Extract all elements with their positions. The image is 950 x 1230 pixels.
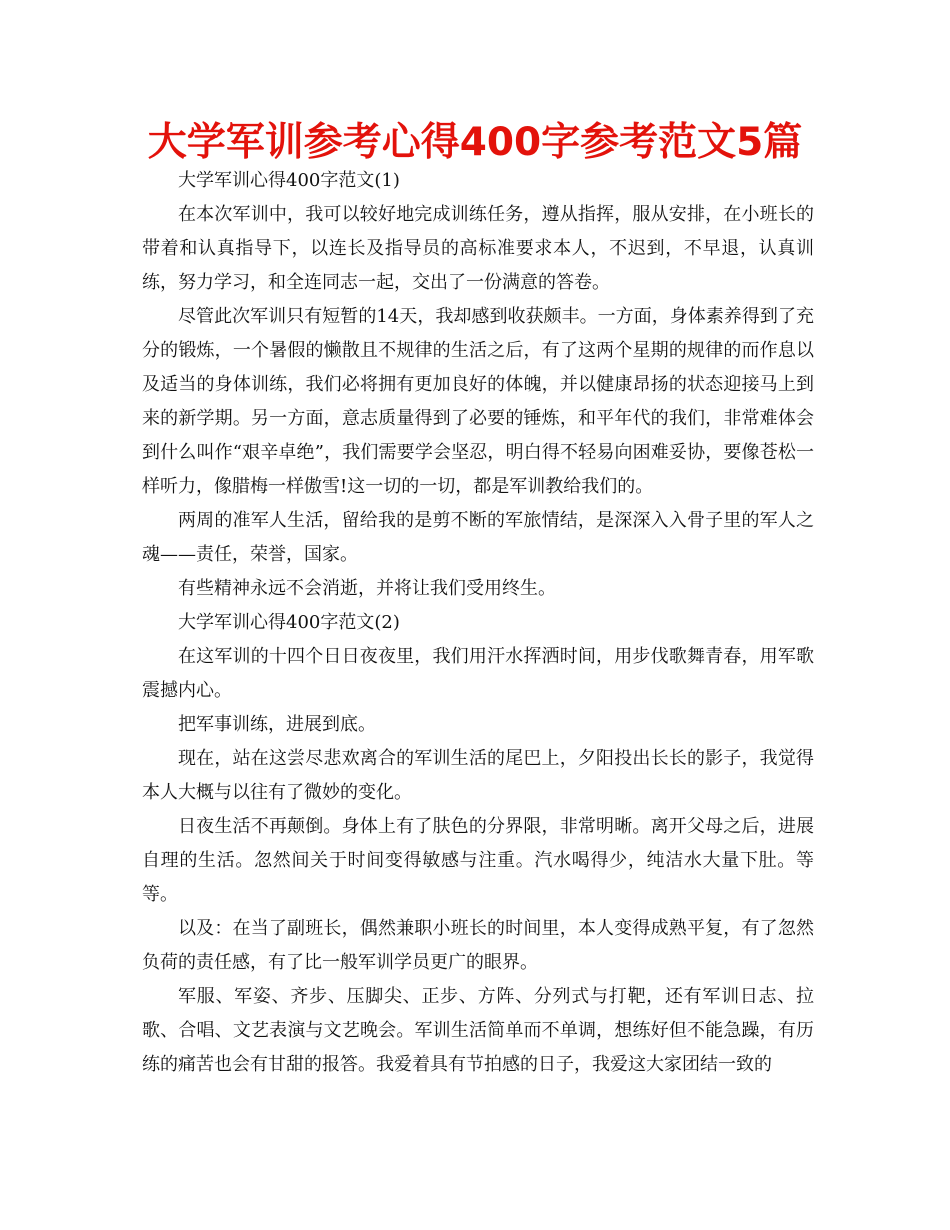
document-title: 大学军训参考心得400字参考范文5篇	[147, 120, 803, 165]
paragraph: 尽管此次军训只有短暂的14天，我却感到收获颇丰。一方面，身体素养得到了充分的锻炼，一个暑假的懒散且不规律的生活之后，有了这两个星期的规律的而作息以及适当的身体训练，我们必将拥有更加良好的体魄，并以健康昂扬的状态迎接马上到来的新学期。另一方面，意志质量得到了必要的锤炼，和平年代的我们，非常难体会到什么叫作“艰辛卓绝”，我们需要学会坚忍，明白得不轻易向困难妥协，要像苍松一样听力，像腊梅一样傲雪!这一切的一切，都是军训教给我们的。	[142, 306, 814, 497]
paragraph: 日夜生活不再颠倒。身体上有了肤色的分界限，非常明晰。离开父母之后，进展自理的生活。忽然间关于时间变得敏感与注重。汽水喝得少，纯洁水大量下肚。等等。	[142, 816, 814, 905]
paragraph: 把军事训练，进展到底。	[178, 714, 376, 735]
paragraph: 现在，站在这尝尽悲欢离合的军训生活的尾巴上，夕阳投出长长的影子，我觉得本人大概与以往有了微妙的变化。	[142, 748, 814, 803]
paragraph: 在这军训的十四个日日夜夜里，我们用汗水挥洒时间，用步伐歌舞青春，用军歌震撼内心。	[142, 646, 814, 701]
section-heading: 大学军训心得400字范文(2)	[178, 612, 400, 633]
paragraph: 在本次军训中，我可以较好地完成训练任务，遵从指挥，服从安排，在小班长的带着和认真指导下，以连长及指导员的高标准要求本人，不迟到，不早退，认真训练，努力学习，和全连同志一起，交出了一份满意的答卷。	[142, 204, 814, 293]
paragraph: 有些精神永远不会消逝，并将让我们受用终生。	[178, 578, 556, 599]
document-body	[142, 164, 814, 1082]
section-heading: 大学军训心得400字范文(1)	[178, 170, 400, 191]
paragraph: 两周的准军人生活，留给我的是剪不断的军旅情结，是深深入入骨子里的军人之魂——责任，荣誉，国家。	[142, 510, 814, 565]
paragraph: 以及：在当了副班长，偶然兼职小班长的时间里，本人变得成熟平复，有了忽然负荷的责任感，有了比一般军训学员更广的眼界。	[142, 918, 814, 973]
paragraph: 军服、军姿、齐步、压脚尖、正步、方阵、分列式与打靶，还有军训日志、拉歌、合唱、文艺表演与文艺晚会。军训生活简单而不单调，想练好但不能急躁，有历练的痛苦也会有甘甜的报答。我爱着具有节拍感的日子，我爱这大家团结一致的	[142, 986, 814, 1075]
